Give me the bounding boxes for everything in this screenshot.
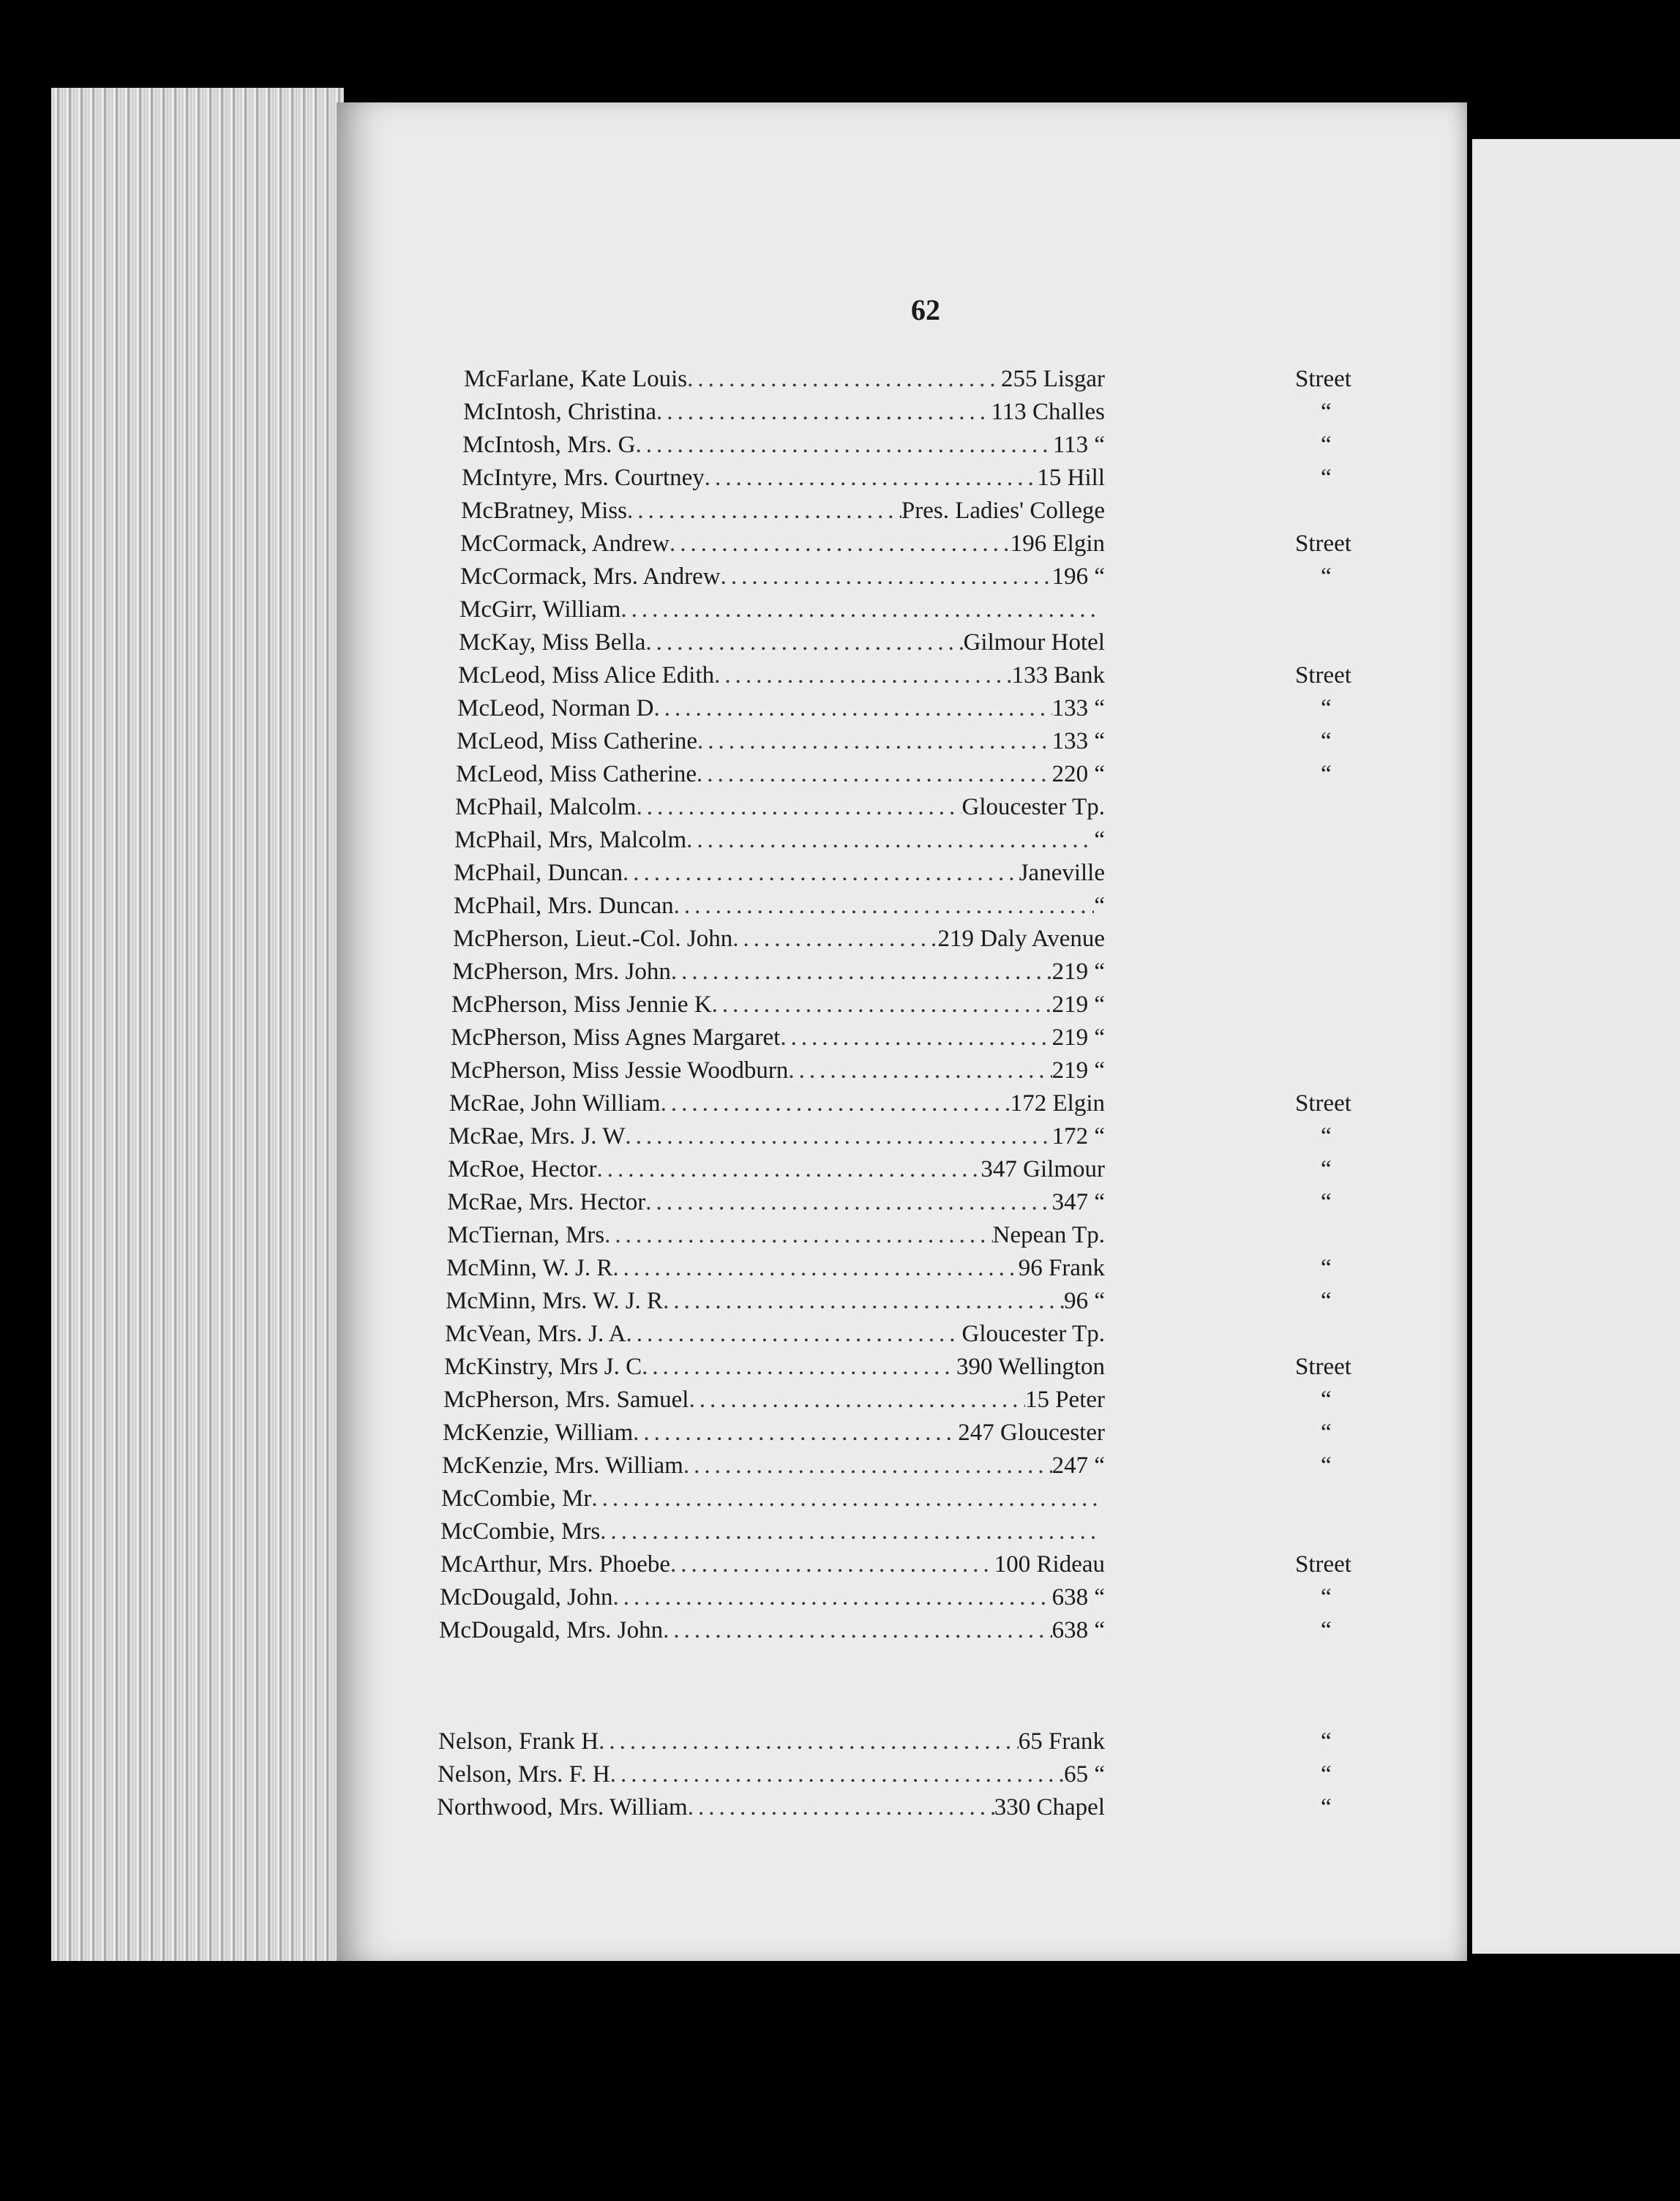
dot-leader <box>683 1452 1052 1480</box>
entry-address: 133 “ <box>1051 695 1105 721</box>
directory-entry <box>438 1761 1332 1794</box>
dot-leader <box>661 1090 1010 1117</box>
entry-address: 347 Gilmour <box>980 1156 1105 1182</box>
entry-address: 219 “ <box>1051 1024 1105 1051</box>
entry-address: 247 “ <box>1051 1452 1105 1479</box>
entry-name: McRae, Mrs. Hector <box>447 1189 646 1215</box>
entry-name: Northwood, Mrs. William <box>437 1794 688 1821</box>
entry-name: McLeod, Miss Alice Edith <box>458 662 715 689</box>
entry-name: McDougald, Mrs. John <box>439 1617 664 1643</box>
directory-entry <box>452 959 1105 991</box>
dot-leader <box>642 1354 956 1381</box>
entry-address: 172 Elgin <box>1010 1090 1105 1117</box>
entry-address: 133 “ <box>1051 728 1105 754</box>
entry-street-suffix: “ <box>1321 1794 1332 1821</box>
entry-name: McFarlane, Kate Louis <box>464 366 688 392</box>
dot-leader <box>626 1321 961 1348</box>
entry-address: 219 “ <box>1051 1057 1105 1084</box>
directory-entry <box>450 1057 1105 1090</box>
entry-address: 100 Rideau <box>994 1551 1105 1578</box>
entry-name: Nelson, Mrs. F. H <box>438 1761 610 1788</box>
entry-name: McKay, Miss Bella <box>459 629 646 656</box>
entry-address: 15 Peter <box>1024 1387 1105 1413</box>
directory-entry <box>458 662 1351 695</box>
entry-address: “ <box>1094 827 1105 853</box>
entry-street-suffix: “ <box>1321 1761 1332 1788</box>
entry-name: McKinstry, Mrs J. C <box>444 1354 642 1380</box>
entry-street-suffix: Street <box>1295 1354 1351 1380</box>
entry-street-suffix: “ <box>1321 465 1332 491</box>
entry-street-suffix: Street <box>1295 366 1351 392</box>
dot-leader <box>612 1255 1018 1282</box>
entry-name: McVean, Mrs. J. A <box>445 1321 626 1347</box>
directory-entry <box>440 1551 1351 1584</box>
directory-entry <box>439 1617 1332 1650</box>
entry-address: 247 Gloucester <box>958 1420 1105 1446</box>
directory-entry <box>440 1584 1332 1617</box>
entry-address: 219 “ <box>1051 991 1105 1018</box>
entry-name: McPhail, Malcolm <box>455 794 637 820</box>
entry-address: 65 Frank <box>1018 1728 1105 1755</box>
entry-name: McIntosh, Mrs. G <box>462 432 636 458</box>
entry-street-suffix: “ <box>1321 1452 1332 1479</box>
dot-leader <box>636 794 961 821</box>
dot-leader <box>732 926 937 953</box>
directory-entry <box>464 366 1351 399</box>
dot-leader <box>633 1420 958 1447</box>
directory-entry <box>443 1387 1332 1420</box>
dot-leader <box>620 596 1098 623</box>
entry-name: McPherson, Lieut.-Col. John <box>453 926 733 952</box>
dot-leader <box>612 1584 1051 1611</box>
entry-name: McIntosh, Christina <box>463 399 656 425</box>
directory-entry <box>451 991 1105 1024</box>
entry-address: Gloucester Tp. <box>961 1321 1105 1347</box>
entry-address: Pres. Ladies' College <box>901 498 1105 524</box>
entry-street-suffix: “ <box>1321 1617 1332 1643</box>
directory-entry <box>447 1189 1332 1222</box>
entry-address: Gloucester Tp. <box>961 794 1105 820</box>
entry-address: 638 “ <box>1051 1617 1105 1643</box>
dot-leader <box>636 432 1053 459</box>
dot-leader <box>689 1387 1024 1414</box>
entry-name: McLeod, Miss Catherine <box>456 761 697 787</box>
entry-street-suffix: “ <box>1321 728 1332 754</box>
directory-entry <box>437 1794 1332 1827</box>
entry-address: 15 Hill <box>1037 465 1105 491</box>
directory-entry <box>462 465 1332 498</box>
directory-entry <box>448 1156 1332 1189</box>
entry-street-suffix: “ <box>1321 563 1332 590</box>
entry-name: McMinn, W. J. R <box>446 1255 613 1281</box>
dot-leader <box>596 1156 980 1183</box>
directory-entry <box>460 563 1332 596</box>
dot-leader <box>627 498 901 525</box>
directory-entry <box>444 1354 1351 1387</box>
dot-leader <box>687 366 1001 393</box>
directory-entry <box>457 728 1332 761</box>
entry-name: McPherson, Miss Agnes Margaret <box>451 1024 781 1051</box>
dot-leader <box>610 1761 1064 1788</box>
entry-name: McRoe, Hector <box>448 1156 597 1182</box>
entry-name: McPherson, Miss Jessie Woodburn <box>450 1057 789 1084</box>
directory-entry <box>454 893 1105 926</box>
dot-leader <box>645 1189 1051 1216</box>
directory-entry <box>460 596 1098 629</box>
dot-leader <box>645 629 963 656</box>
dot-leader <box>780 1024 1051 1051</box>
entry-street-suffix: “ <box>1321 1156 1332 1182</box>
entry-name: McBratney, Miss <box>461 498 628 524</box>
entry-name: McCormack, Andrew <box>460 530 670 557</box>
directory-entry <box>443 1420 1332 1452</box>
entry-address: 255 Lisgar <box>1000 366 1105 392</box>
entry-name: McRae, John William <box>449 1090 661 1117</box>
entry-street-suffix: “ <box>1321 432 1332 458</box>
directory-entry <box>463 399 1332 432</box>
directory-entry <box>453 926 1105 959</box>
directory-entry <box>454 860 1105 893</box>
dot-leader <box>788 1057 1051 1084</box>
directory-entry <box>442 1452 1332 1485</box>
dot-leader <box>663 1617 1051 1644</box>
entry-address: 638 “ <box>1051 1584 1105 1611</box>
entry-address: 330 Chapel <box>994 1794 1105 1821</box>
dot-leader <box>674 893 1095 920</box>
directory-entry <box>459 629 1105 662</box>
dot-leader <box>714 662 1011 689</box>
entry-street-suffix: “ <box>1321 399 1332 425</box>
dot-leader <box>705 465 1038 492</box>
entry-name: McPherson, Mrs. Samuel <box>443 1387 689 1413</box>
entry-street-suffix: “ <box>1321 1420 1332 1446</box>
entry-street-suffix: “ <box>1321 1123 1332 1150</box>
directory-entry <box>454 827 1105 860</box>
entry-name: McCombie, Mrs <box>440 1518 601 1545</box>
entry-name: McLeod, Norman D <box>457 695 654 721</box>
entry-name: McPhail, Mrs. Duncan <box>454 893 674 919</box>
directory-entry <box>457 695 1332 728</box>
dot-leader <box>697 728 1052 755</box>
right-page <box>1472 139 1680 1954</box>
directory-entry <box>446 1288 1332 1321</box>
directory-entry <box>449 1090 1351 1123</box>
page-number: 62 <box>911 293 940 326</box>
entry-name: McPhail, Mrs, Malcolm <box>454 827 687 853</box>
entry-address: Gilmour Hotel <box>963 629 1105 656</box>
directory-entry <box>462 432 1332 465</box>
entry-name: McCombie, Mr <box>441 1485 592 1512</box>
entry-street-suffix: “ <box>1321 1584 1332 1611</box>
directory-entry <box>455 794 1105 827</box>
entry-name: McLeod, Miss Catherine <box>457 728 698 754</box>
entry-street-suffix: Street <box>1295 530 1351 557</box>
dot-leader <box>712 991 1052 1019</box>
dot-leader <box>686 827 1094 854</box>
entry-street-suffix: “ <box>1321 1387 1332 1413</box>
dot-leader <box>663 1288 1064 1315</box>
entry-name: McPherson, Mrs. John <box>452 959 671 985</box>
dot-leader <box>654 695 1052 722</box>
dot-leader <box>604 1222 993 1249</box>
entry-address: 172 “ <box>1051 1123 1105 1150</box>
entry-address: 219 “ <box>1051 959 1105 985</box>
entry-street-suffix: Street <box>1295 1090 1351 1117</box>
directory-entry <box>460 530 1351 563</box>
dot-leader <box>721 563 1052 590</box>
entry-name: McPherson, Miss Jennie K <box>451 991 712 1018</box>
dot-leader <box>625 1123 1051 1150</box>
entry-address: 220 “ <box>1051 761 1105 787</box>
entry-address: 113 Challes <box>991 399 1105 425</box>
entry-name: McPhail, Duncan <box>454 860 623 886</box>
dot-leader <box>600 1518 1098 1545</box>
entry-address: 219 Daly Avenue <box>937 926 1105 952</box>
directory-entry <box>438 1728 1332 1761</box>
entry-address: 196 Elgin <box>1010 530 1105 557</box>
entry-address: “ <box>1094 893 1105 919</box>
entry-address: 196 “ <box>1051 563 1105 590</box>
entry-address: 347 “ <box>1051 1189 1105 1215</box>
entry-street-suffix: Street <box>1295 1551 1351 1578</box>
entry-name: McKenzie, Mrs. William <box>442 1452 683 1479</box>
entry-name: McArthur, Mrs. Phoebe <box>440 1551 670 1578</box>
entry-name: McRae, Mrs. J. W <box>449 1123 626 1150</box>
directory-entry <box>440 1518 1098 1551</box>
entry-name: McCormack, Mrs. Andrew <box>460 563 721 590</box>
dot-leader <box>599 1728 1019 1755</box>
entry-address: Janeville <box>1019 860 1105 886</box>
directory-entry <box>456 761 1332 794</box>
entry-address: Nepean Tp. <box>992 1222 1105 1248</box>
entry-street-suffix: “ <box>1321 761 1332 787</box>
entry-street-suffix: Street <box>1295 662 1351 689</box>
entry-name: McMinn, Mrs. W. J. R <box>446 1288 664 1314</box>
directory-entry <box>446 1255 1332 1288</box>
entry-name: McDougald, John <box>440 1584 613 1611</box>
entry-name: McTiernan, Mrs <box>447 1222 605 1248</box>
directory-entry <box>445 1321 1105 1354</box>
dot-leader <box>623 860 1019 887</box>
entry-street-suffix: “ <box>1321 1255 1332 1281</box>
entry-name: McKenzie, William <box>443 1420 634 1446</box>
directory-entry <box>447 1222 1105 1255</box>
entry-address: 96 Frank <box>1018 1255 1105 1281</box>
directory-entry <box>461 498 1105 530</box>
entry-street-suffix: “ <box>1321 1728 1332 1755</box>
entry-address: 96 “ <box>1064 1288 1105 1314</box>
entry-address: 390 Wellington <box>956 1354 1105 1380</box>
directory-entry <box>449 1123 1332 1156</box>
dot-leader <box>671 959 1052 986</box>
directory-entry <box>441 1485 1098 1518</box>
dot-leader <box>670 1551 994 1578</box>
book-page-edges <box>51 88 344 1961</box>
entry-name: McIntyre, Mrs. Courtney <box>462 465 705 491</box>
entry-street-suffix: “ <box>1321 1189 1332 1215</box>
entry-address: 133 Bank <box>1011 662 1105 689</box>
entry-address: 113 “ <box>1052 432 1105 458</box>
dot-leader <box>656 399 991 426</box>
dot-leader <box>670 530 1010 558</box>
dot-leader <box>591 1485 1098 1512</box>
entry-name: McGirr, William <box>460 596 621 623</box>
dot-leader <box>688 1794 994 1821</box>
entry-street-suffix: “ <box>1321 1288 1332 1314</box>
directory-entry <box>451 1024 1105 1057</box>
dot-leader <box>697 761 1052 788</box>
entry-name: Nelson, Frank H <box>438 1728 599 1755</box>
entry-address: 65 “ <box>1064 1761 1105 1788</box>
entry-street-suffix: “ <box>1321 695 1332 721</box>
